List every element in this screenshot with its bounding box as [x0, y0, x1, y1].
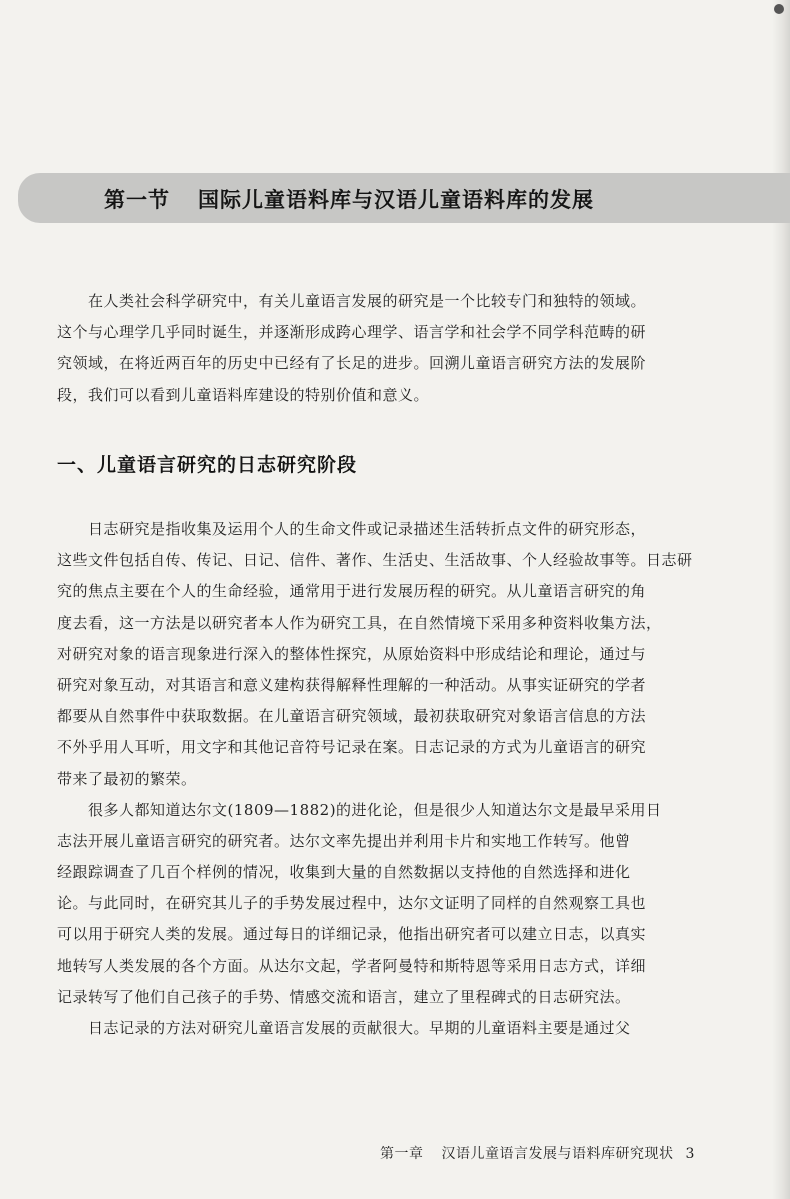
text-line: 论。与此同时，在研究其儿子的手势发展过程中，达尔文证明了同样的自然观察工具也	[57, 894, 647, 913]
running-footer	[380, 1143, 695, 1163]
section-title	[104, 184, 594, 214]
text-line: 可以用于研究人类的发展。通过每日的详细记录，他指出研究者可以建立日志，以真实	[57, 925, 647, 944]
paragraph-intro	[57, 286, 705, 411]
text-line: 度去看，这一方法是以研究者本人作为研究工具，在自然情境下采用多种资料收集方法，	[57, 613, 662, 632]
text-line: 都要从自然事件中获取数据。在儿童语言研究领域，最初获取研究对象语言信息的方法	[57, 707, 647, 726]
text-line: 研究对象互动，对其语言和意义建构获得解释性理解的一种活动。从事实证研究的学者	[57, 675, 647, 694]
text-line: 日志研究是指收集及运用个人的生命文件或记录描述生活转折点文件的研究形态，	[57, 520, 647, 538]
text-line: 究领域，在将近两百年的历史中已经有了长足的进步。回溯儿童语言研究方法的发展阶	[57, 354, 647, 373]
text-line: 不外乎用人耳听，用文字和其他记音符号记录在案。日志记录的方式为儿童语言的研究	[57, 738, 647, 757]
subheading: 一、儿童语言研究的日志研究阶段	[57, 454, 358, 476]
paragraph-diary-study	[57, 514, 705, 1044]
text-line: 地转写人类发展的各个方面。从达尔文起，学者阿曼特和斯特恩等采用日志方式，详细	[57, 956, 647, 975]
footer-title: 汉语儿童语言发展与语料库研究现状	[441, 1146, 674, 1162]
text-line: 很多人都知道达尔文(1809—1882)的进化论，但是很少人知道达尔文是最早采用日	[57, 800, 662, 819]
footer-chapter: 第一章	[380, 1146, 424, 1162]
text-line: 记录转写了他们自己孩子的手势、情感交流和语言，建立了里程碑式的日志研究法。	[57, 987, 631, 1006]
section-number: 第一节	[104, 188, 170, 212]
text-line: 这个与心理学几乎同时诞生，并逐渐形成跨心理学、语言学和社会学不同学科范畴的研	[57, 323, 647, 342]
text-line: 带来了最初的繁荣。	[57, 769, 197, 788]
text-line: 这些文件包括自传、传记、日记、信件、著作、生活史、生活故事、个人经验故事等。日志研	[57, 551, 693, 570]
text-line: 经跟踪调查了几百个样例的情况，收集到大量的自然数据以支持他的自然选择和进化	[57, 863, 631, 882]
text-line: 对研究对象的语言现象进行深入的整体性探究，从原始资料中形成结论和理论，通过与	[57, 644, 647, 663]
text-line: 究的焦点主要在个人的生命经验，通常用于进行发展历程的研究。从儿童语言研究的角	[57, 582, 647, 601]
text-line: 段，我们可以看到儿童语料库建设的特别价值和意义。	[57, 385, 430, 404]
text-line: 在人类社会科学研究中，有关儿童语言发展的研究是一个比较专门和独特的领域。	[57, 292, 647, 310]
corner-mark	[774, 4, 784, 14]
page-number: 3	[685, 1146, 695, 1162]
text-line: 日志记录的方法对研究儿童语言发展的贡献很大。早期的儿童语料主要是通过父	[57, 1019, 631, 1037]
text-line: 志法开展儿童语言研究的研究者。达尔文率先提出并利用卡片和实地工作转写。他曾	[57, 831, 631, 850]
section-title-text: 国际儿童语料库与汉语儿童语料库的发展	[198, 188, 594, 212]
